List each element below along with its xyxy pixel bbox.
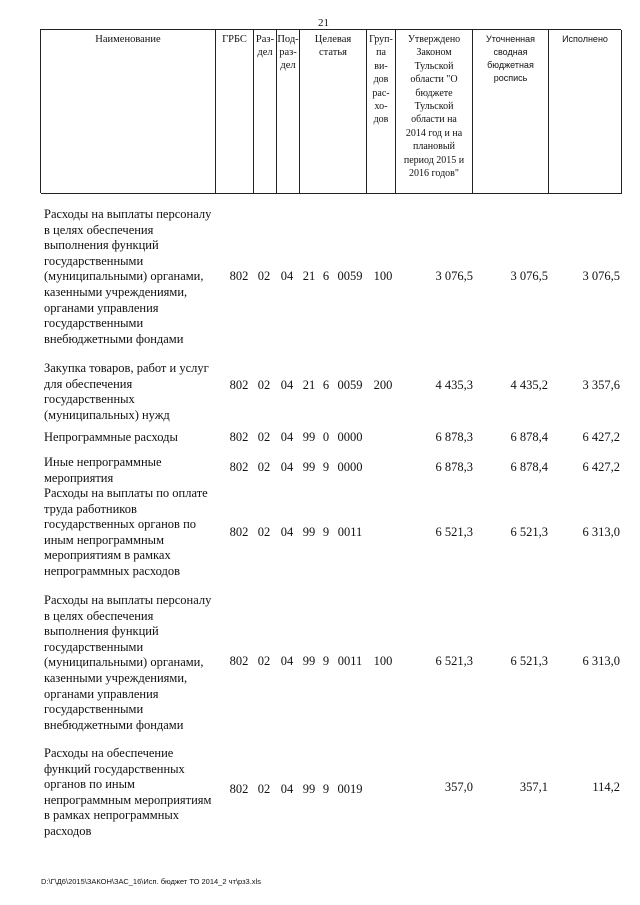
- header-grbs: ГРБС: [216, 30, 254, 194]
- row-grbs: 802: [229, 782, 249, 796]
- file-path-footer: D:\Г\Д6\2015\ЗАКОН\ЗАС_16\Исп. бюджет ТО 2014_2 чт\рз3.xls: [41, 877, 261, 886]
- row-utochnennaya: 6 521,3: [510, 654, 548, 668]
- row-celevaya-3: 0000: [337, 460, 363, 474]
- row-celevaya-3: 0011: [337, 654, 363, 668]
- row-celevaya-3: 0019: [337, 782, 363, 796]
- row-gruppa: 200: [373, 378, 393, 392]
- row-celevaya-1: 21: [302, 378, 316, 392]
- row-utverzhdeno: 6 878,3: [435, 460, 473, 474]
- row-celevaya-1: 99: [302, 430, 316, 444]
- header-utverzhdeno: Утверждено Законом Тульской области "О бюджете Тульской области на 2014 год и на плановый период 2015 и 2016 годов": [396, 30, 473, 194]
- row-podrazdel: 04: [280, 378, 294, 392]
- row-celevaya-2: 9: [322, 654, 330, 668]
- row-celevaya-1: 21: [302, 269, 316, 283]
- row-celevaya-3: 0059: [337, 378, 363, 392]
- row-grbs: 802: [229, 430, 249, 444]
- row-utochnennaya: 357,1: [519, 780, 548, 794]
- row-celevaya-2: 0: [322, 430, 330, 444]
- row-razdel: 02: [257, 654, 271, 668]
- row-utochnennaya: 3 076,5: [510, 269, 548, 283]
- header-celevaya-statya: Целевая статья: [300, 30, 367, 194]
- row-utverzhdeno: 6 878,3: [435, 430, 473, 444]
- page-number: 21: [318, 17, 329, 29]
- row-name: Иные непрограммные мероприятия: [44, 455, 162, 485]
- row-utverzhdeno: 3 076,5: [435, 269, 473, 283]
- row-grbs: 802: [229, 654, 249, 668]
- row-ispolneno: 3 076,5: [582, 269, 620, 283]
- row-podrazdel: 04: [280, 460, 294, 474]
- header-utochnennaya-rospis: Уточненная сводная бюджетная роспись: [473, 30, 549, 194]
- row-utochnennaya: 6 878,4: [510, 430, 548, 444]
- row-utochnennaya: 6 878,4: [510, 460, 548, 474]
- row-ispolneno: 6 427,2: [582, 460, 620, 474]
- row-podrazdel: 04: [280, 269, 294, 283]
- row-name: Непрограммные расходы: [44, 430, 178, 444]
- row-celevaya-3: 0059: [337, 269, 363, 283]
- row-name: Закупка товаров, работ и услуг для обеспечения государственных (муниципальных) нужд: [44, 361, 209, 422]
- row-razdel: 02: [257, 378, 271, 392]
- row-podrazdel: 04: [280, 654, 294, 668]
- row-celevaya-1: 99: [302, 460, 316, 474]
- row-name: Расходы на выплаты по оплате труда работников государственных органов по иным непрограммным мероприятиям в рамках непрограммных расходов: [44, 486, 208, 578]
- row-podrazdel: 04: [280, 430, 294, 444]
- header-podrazdel: Под- раз- дел: [277, 30, 300, 194]
- row-celevaya-3: 0000: [337, 430, 363, 444]
- row-celevaya-2: 9: [322, 782, 330, 796]
- row-celevaya-1: 99: [302, 654, 316, 668]
- row-celevaya-1: 99: [302, 525, 316, 539]
- row-podrazdel: 04: [280, 782, 294, 796]
- row-utochnennaya: 4 435,2: [510, 378, 548, 392]
- row-razdel: 02: [257, 782, 271, 796]
- row-podrazdel: 04: [280, 525, 294, 539]
- header-ispolneno: Исполнено: [549, 30, 622, 194]
- header-razdel: Раз- дел: [254, 30, 277, 194]
- row-name: Расходы на выплаты персоналу в целях обеспечения выполнения функций государственными (муниципальными) органами, казенными учреждениями, органами управления государственными внебюджетными фондами: [44, 593, 212, 732]
- row-utverzhdeno: 4 435,3: [435, 378, 473, 392]
- row-ispolneno: 3 357,6: [582, 378, 620, 392]
- table-header: [40, 29, 621, 193]
- row-grbs: 802: [229, 460, 249, 474]
- row-grbs: 802: [229, 378, 249, 392]
- row-celevaya-2: 9: [322, 525, 330, 539]
- row-name: Расходы на обеспечение функций государственных органов по иным непрограммным мероприятиям в рамках непрограммных расходов: [44, 746, 212, 838]
- row-grbs: 802: [229, 269, 249, 283]
- row-name: Расходы на выплаты персоналу в целях обеспечения выполнения функций государственными (муниципальными) органами, казенными учреждениями, органами управления государственными внебюджетными фондами: [44, 207, 212, 346]
- row-ispolneno: 6 313,0: [582, 525, 620, 539]
- row-grbs: 802: [229, 525, 249, 539]
- row-razdel: 02: [257, 430, 271, 444]
- row-utverzhdeno: 357,0: [444, 780, 473, 794]
- row-razdel: 02: [257, 460, 271, 474]
- row-utochnennaya: 6 521,3: [510, 525, 548, 539]
- row-ispolneno: 114,2: [592, 780, 620, 794]
- row-utverzhdeno: 6 521,3: [435, 525, 473, 539]
- row-gruppa: 100: [373, 269, 393, 283]
- row-celevaya-3: 0011: [337, 525, 363, 539]
- row-gruppa: 100: [373, 654, 393, 668]
- row-celevaya-1: 99: [302, 782, 316, 796]
- header-name: Наименование: [41, 30, 216, 194]
- row-celevaya-2: 9: [322, 460, 330, 474]
- header-gruppa-vidov-rashodov: Груп- па ви- дов рас- хо- дов: [367, 30, 396, 194]
- row-celevaya-2: 6: [322, 378, 330, 392]
- row-ispolneno: 6 427,2: [582, 430, 620, 444]
- row-razdel: 02: [257, 525, 271, 539]
- row-razdel: 02: [257, 269, 271, 283]
- row-celevaya-2: 6: [322, 269, 330, 283]
- row-ispolneno: 6 313,0: [582, 654, 620, 668]
- row-utverzhdeno: 6 521,3: [435, 654, 473, 668]
